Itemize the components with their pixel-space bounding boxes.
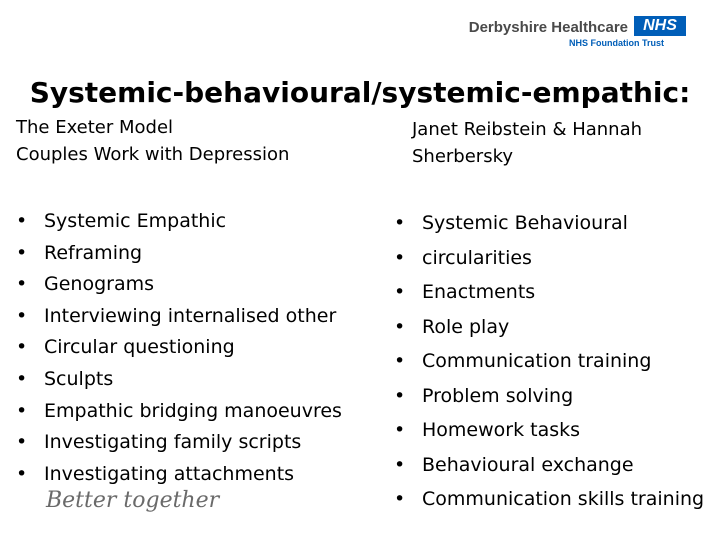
list-item: • Empathic bridging manoeuvres (44, 396, 342, 428)
right-bullet-list (422, 206, 704, 517)
list-item: • Communication skills training (422, 482, 704, 517)
list-item: • Homework tasks (422, 413, 704, 448)
list-item: • Interviewing internalised other (44, 301, 342, 333)
left-heading-line2: Couples Work with Depression (16, 144, 290, 165)
list-item: • Problem solving (422, 379, 704, 414)
right-heading-line1: Janet Reibstein & Hannah (412, 119, 643, 140)
list-item: • Genograms (44, 269, 342, 301)
nhs-badge: NHS (634, 16, 686, 36)
better-together-tagline: Better together (46, 488, 220, 513)
logo-trust-name: NHS Foundation Trust (569, 38, 664, 48)
right-column-heading (412, 116, 712, 170)
slide-title: Systemic-behavioural/systemic-empathic: (29, 76, 691, 109)
logo-org-name: Derbyshire Healthcare (468, 19, 628, 36)
list-item: • circularities (422, 241, 704, 276)
list-item: • Systemic Behavioural (422, 206, 704, 241)
left-column-heading (16, 114, 356, 168)
list-item: • Circular questioning (44, 332, 342, 364)
list-item: • Systemic Empathic (44, 206, 342, 238)
list-item: • Communication training (422, 344, 704, 379)
list-item: • Investigating attachments (44, 459, 342, 491)
list-item: • Reframing (44, 238, 342, 270)
right-heading-line2: Sherbersky (412, 146, 514, 167)
list-item: • Sculpts (44, 364, 342, 396)
list-item: • Investigating family scripts (44, 427, 342, 459)
derbyshire-healthcare-logo (456, 14, 686, 54)
list-item: • Enactments (422, 275, 704, 310)
left-bullet-list (44, 206, 342, 490)
list-item: • Role play (422, 310, 704, 345)
left-heading-line1: The Exeter Model (16, 117, 174, 138)
list-item: • Behavioural exchange (422, 448, 704, 483)
